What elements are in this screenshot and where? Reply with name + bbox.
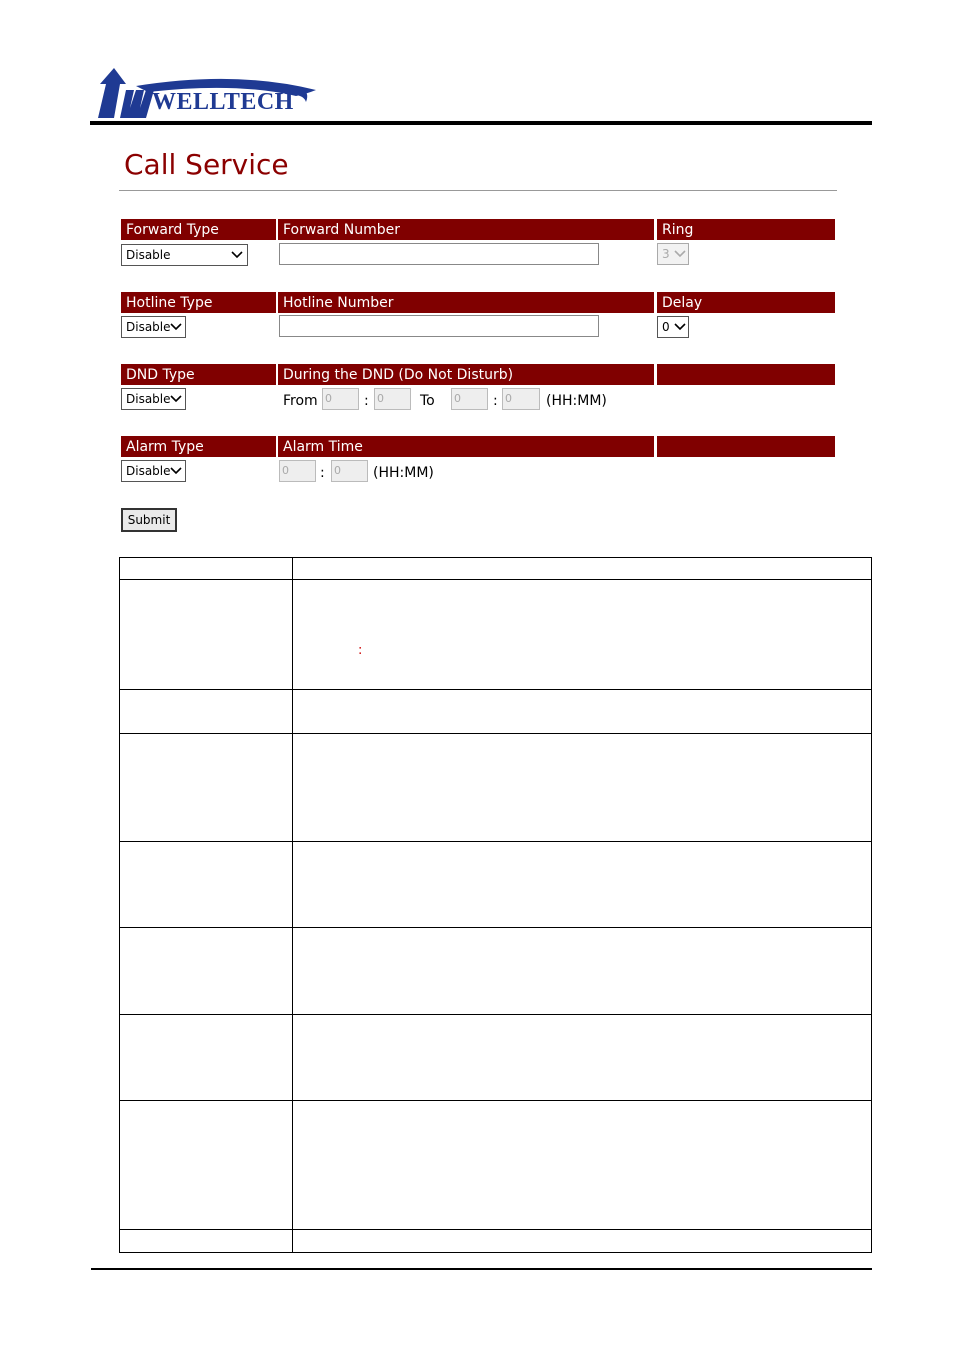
table-col-border [871,557,872,1253]
delay-select[interactable] [657,316,689,338]
chevron-down-icon [170,319,182,335]
delay-value: 0 [662,320,670,334]
alarm-time-format: (HH:MM) [373,465,434,481]
description-table [119,557,872,1253]
chevron-down-icon [170,463,182,479]
alarm-type-header: Alarm Type [121,436,276,457]
welltech-logo [96,68,318,120]
ring-value: 3 [662,247,670,261]
forward-type-header: Forward Type [121,219,276,240]
title-divider [119,190,837,191]
alarm-blank-header [657,436,835,457]
ring-select[interactable] [657,243,689,265]
hotline-type-header: Hotline Type [121,292,276,313]
logo-text: WELLTECH [152,89,294,115]
table-row-border [119,557,872,558]
chevron-down-icon [674,246,686,262]
page-title: Call Service [124,148,289,181]
table-row-border [119,841,872,842]
alarm-type-value: Disable [126,464,171,478]
dnd-from-hour-input[interactable]: 0 [322,388,359,410]
alarm-hour-input[interactable]: 0 [279,460,316,482]
table-row-border [119,1100,872,1101]
dnd-during-header: During the DND (Do Not Disturb) [278,364,654,385]
hotline-type-value: Disable [126,320,171,334]
hotline-number-header: Hotline Number [278,292,654,313]
table-row-border [119,927,872,928]
time-colon: : [320,465,325,481]
time-colon: : [364,393,369,409]
dnd-blank-header [657,364,835,385]
alarm-type-select[interactable] [121,460,186,482]
header-rule [90,121,872,125]
table-row-border [119,733,872,734]
forward-number-input[interactable] [279,243,599,265]
dnd-to-label: To [420,393,435,409]
dnd-type-value: Disable [126,392,171,406]
forward-type-select[interactable] [121,244,248,266]
footer-rule [91,1268,872,1270]
hotline-number-input[interactable] [279,315,599,337]
forward-type-value: Disable [126,248,171,262]
chevron-down-icon [231,247,243,263]
time-colon: : [493,393,498,409]
dnd-time-format: (HH:MM) [546,393,607,409]
table-row-border [119,1014,872,1015]
table-row-border [119,1252,872,1253]
table-col-border [119,557,120,1253]
dnd-from-label: From [283,393,318,409]
alarm-time-header: Alarm Time [278,436,654,457]
dnd-type-header: DND Type [121,364,276,385]
forward-number-header: Forward Number [278,219,654,240]
note-colon: : [358,643,363,658]
table-row-border [119,579,872,580]
dnd-to-hour-input[interactable]: 0 [451,388,488,410]
chevron-down-icon [674,319,686,335]
hotline-type-select[interactable] [121,316,186,338]
dnd-type-select[interactable] [121,388,186,410]
delay-header: Delay [657,292,835,313]
submit-button[interactable]: Submit [121,508,177,532]
table-col-border [292,557,293,1253]
ring-header: Ring [657,219,835,240]
table-row-border [119,1229,872,1230]
table-row-border [119,689,872,690]
alarm-minute-input[interactable]: 0 [331,460,368,482]
chevron-down-icon [170,391,182,407]
dnd-from-minute-input[interactable]: 0 [374,388,411,410]
dnd-to-minute-input[interactable]: 0 [502,388,540,410]
